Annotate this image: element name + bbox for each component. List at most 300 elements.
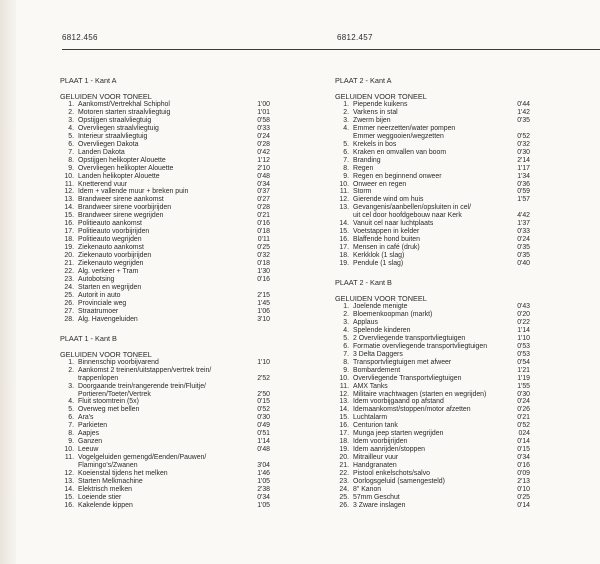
track-duration: 0'25 bbox=[517, 493, 530, 501]
track-item bbox=[60, 406, 270, 414]
track-item bbox=[335, 157, 530, 165]
track-title: Oorlogsgeluid (samengesteld) bbox=[353, 477, 445, 485]
track-number: 5. bbox=[343, 334, 349, 342]
sleeve-edge bbox=[0, 0, 16, 564]
track-title: Idem voorbijgaand op afstand bbox=[353, 398, 444, 406]
track-number: 5. bbox=[68, 406, 74, 414]
track-title: Mensen in café (druk) bbox=[353, 244, 420, 252]
track-title: Provinciale weg bbox=[78, 299, 127, 307]
track-duration: 0'42 bbox=[257, 148, 270, 156]
track-number: 8. bbox=[343, 164, 349, 172]
track-title: Idem + vallende muur + breken puin bbox=[78, 188, 189, 196]
track-duration: 0'11 bbox=[257, 236, 270, 244]
track-duration: 024 bbox=[518, 430, 530, 438]
track-duration: 0'24 bbox=[257, 132, 270, 140]
track-number: 7. bbox=[343, 156, 349, 164]
track-item bbox=[335, 391, 530, 399]
track-duration: 1'37 bbox=[517, 220, 530, 228]
track-item bbox=[60, 181, 270, 189]
track-number: 17. bbox=[339, 244, 349, 252]
track-title: Applaus bbox=[353, 318, 378, 326]
track-item bbox=[60, 430, 270, 438]
track-title: Regen bbox=[353, 164, 374, 172]
track-title: Koeienstal tijdens het melken bbox=[78, 470, 168, 478]
track-item bbox=[60, 165, 270, 173]
track-item bbox=[60, 422, 270, 430]
track-number: 2. bbox=[68, 108, 74, 116]
track-item bbox=[335, 196, 530, 204]
track-number: 9. bbox=[68, 438, 74, 446]
track-number: 1. bbox=[343, 101, 349, 108]
track-number: 25. bbox=[64, 291, 74, 299]
track-number: 15. bbox=[339, 228, 349, 236]
track-number: 15. bbox=[64, 493, 74, 501]
track-item bbox=[60, 454, 270, 470]
side-plaat2-kant-b bbox=[335, 278, 530, 510]
track-number: 12. bbox=[339, 196, 349, 204]
track-number: 20. bbox=[339, 454, 349, 462]
track-item bbox=[335, 398, 530, 406]
track-title: 57mm Geschut bbox=[353, 493, 400, 501]
track-duration: 1'06 bbox=[257, 307, 270, 315]
track-title: Onweer en regen bbox=[353, 180, 407, 188]
track-number: 21. bbox=[64, 260, 74, 268]
track-item bbox=[60, 494, 270, 502]
track-number: 17. bbox=[339, 430, 349, 438]
track-title: Branding bbox=[353, 156, 381, 164]
track-title: Piepende kuikens bbox=[353, 101, 408, 108]
track-title: Interieur straalvliegtuig bbox=[78, 132, 148, 140]
track-title: Straatrumoer bbox=[78, 307, 119, 315]
track-duration: 0'21 bbox=[517, 414, 530, 422]
track-duration: 0'53 bbox=[517, 350, 530, 358]
track-duration: 0'52 bbox=[257, 406, 270, 414]
track-number: 6. bbox=[343, 342, 349, 350]
track-duration: 0'16 bbox=[257, 275, 270, 283]
track-title: Spelende kinderen bbox=[353, 326, 411, 334]
track-item bbox=[335, 430, 530, 438]
track-item bbox=[335, 438, 530, 446]
track-title: AMX Tanks bbox=[353, 382, 388, 390]
track-number: 17. bbox=[64, 228, 74, 236]
track-duration: 0'35 bbox=[517, 244, 530, 252]
track-title: Alg. Havengeluiden bbox=[78, 315, 138, 323]
track-item bbox=[60, 149, 270, 157]
track-title: Overvliegende Transportvliegtuigen bbox=[353, 374, 462, 382]
track-duration: 0'51 bbox=[257, 430, 270, 438]
track-item bbox=[60, 367, 270, 383]
track-duration: 0'26 bbox=[517, 406, 530, 414]
track-duration: 0'48 bbox=[257, 446, 270, 454]
track-number: 15. bbox=[339, 414, 349, 422]
track-title: 3 Zware inslagen bbox=[353, 501, 406, 509]
track-title: 3 Delta Daggers bbox=[353, 350, 403, 358]
track-item bbox=[335, 220, 530, 228]
track-title: Brandweer sirene voorbijrijden bbox=[78, 204, 172, 212]
track-duration: 0'24 bbox=[517, 398, 530, 406]
track-item bbox=[335, 406, 530, 414]
track-item bbox=[60, 101, 270, 109]
category-heading: GELUIDEN VOOR TONEEL bbox=[60, 349, 152, 359]
track-item bbox=[60, 470, 270, 478]
track-item bbox=[335, 335, 530, 343]
track-title: Voetstappen in kelder bbox=[353, 228, 420, 236]
track-item bbox=[335, 359, 530, 367]
track-title: Starten en wegrijden bbox=[78, 283, 142, 291]
track-duration: 0'30 bbox=[517, 148, 530, 156]
track-duration: 0'22 bbox=[517, 318, 530, 326]
track-number: 11. bbox=[64, 454, 74, 462]
track-item bbox=[335, 367, 530, 375]
track-title-continued: Flamingo's/Zwanen bbox=[78, 462, 138, 470]
track-item bbox=[60, 244, 270, 252]
track-item bbox=[335, 141, 530, 149]
track-item bbox=[335, 109, 530, 117]
side-title: PLAAT 2 - Kant A bbox=[335, 76, 392, 85]
track-duration: 2'14 bbox=[517, 156, 530, 164]
track-number: 18. bbox=[64, 236, 74, 244]
track-title: Pistool enkelschots/salvo bbox=[353, 470, 430, 478]
track-number: 9. bbox=[343, 172, 349, 180]
track-number: 10. bbox=[339, 374, 349, 382]
track-number: 8. bbox=[68, 430, 74, 438]
track-title: Aapjes bbox=[78, 430, 100, 438]
track-number: 10. bbox=[339, 180, 349, 188]
side-plaat1-kant-a bbox=[60, 76, 270, 324]
track-item bbox=[60, 359, 270, 367]
track-number: 12. bbox=[64, 470, 74, 478]
track-item bbox=[60, 292, 270, 300]
track-title: Autorit in auto bbox=[78, 291, 121, 299]
track-title: Ziekenauto voorbijrijden bbox=[78, 252, 152, 260]
track-item bbox=[60, 284, 270, 292]
track-duration: 0'35 bbox=[517, 252, 530, 260]
track-duration: 0'15 bbox=[257, 398, 270, 406]
track-number: 15. bbox=[64, 212, 74, 220]
track-title-continued: trappenlopen bbox=[78, 374, 119, 382]
track-item bbox=[60, 133, 270, 141]
track-item bbox=[60, 478, 270, 486]
track-item bbox=[60, 260, 270, 268]
track-number: 24. bbox=[64, 283, 74, 291]
track-duration: 0'36 bbox=[517, 180, 530, 188]
track-title: Leeuw bbox=[78, 446, 99, 454]
track-title: Brandweer sirene aankomst bbox=[78, 196, 164, 204]
track-number: 9. bbox=[68, 164, 74, 172]
track-duration: 1'46 bbox=[257, 470, 270, 478]
track-item bbox=[335, 327, 530, 335]
track-item bbox=[335, 375, 530, 383]
header-rule bbox=[62, 49, 600, 50]
track-title: Elektrisch melken bbox=[78, 485, 132, 493]
track-number: 2. bbox=[343, 310, 349, 318]
track-duration: 0'40 bbox=[517, 260, 530, 268]
track-number: 4. bbox=[343, 124, 349, 132]
catalog-number-right: 6812.457 bbox=[337, 33, 373, 42]
track-duration: 4'42 bbox=[517, 212, 530, 220]
track-item bbox=[60, 212, 270, 220]
track-number: 16. bbox=[339, 236, 349, 244]
catalog-number-left: 6812.456 bbox=[62, 33, 98, 42]
track-item bbox=[335, 311, 530, 319]
track-title: Militaire vrachtwagen (starten en wegrijden) bbox=[353, 390, 487, 398]
track-duration: 0'54 bbox=[517, 358, 530, 366]
track-title: Vanuit cel naar luchtplaats bbox=[353, 220, 434, 228]
track-item bbox=[335, 149, 530, 157]
track-list bbox=[335, 101, 530, 268]
track-title: Ziekenauto wegrijden bbox=[78, 260, 144, 268]
track-item bbox=[60, 300, 270, 308]
track-duration: 1'45 bbox=[257, 299, 270, 307]
track-number: 11. bbox=[64, 180, 74, 188]
track-duration: 0'37 bbox=[257, 188, 270, 196]
track-item bbox=[335, 252, 530, 260]
track-title: Idem voorbijrijden bbox=[353, 438, 408, 446]
track-number: 14. bbox=[339, 220, 349, 228]
track-item bbox=[60, 188, 270, 196]
track-title: Varkens in stal bbox=[353, 108, 398, 116]
track-duration: 0'30 bbox=[257, 414, 270, 422]
track-list bbox=[60, 359, 270, 510]
track-number: 8. bbox=[343, 358, 349, 366]
track-duration: 1'42 bbox=[517, 108, 530, 116]
track-title: Politieauto aankomst bbox=[78, 220, 142, 228]
track-number: 26. bbox=[339, 501, 349, 509]
track-title-continued: Emmer weggooien/wegzetten bbox=[353, 132, 444, 140]
track-title: Landen Dakota bbox=[78, 148, 125, 156]
track-title: Idem aanrijden/stoppen bbox=[353, 446, 426, 454]
track-duration: 0'16 bbox=[257, 220, 270, 228]
track-number: 19. bbox=[339, 446, 349, 454]
track-item bbox=[335, 188, 530, 196]
track-duration: 1'17 bbox=[517, 164, 530, 172]
category-heading: GELUIDEN VOOR TONEEL bbox=[335, 92, 427, 101]
track-item bbox=[60, 157, 270, 165]
track-duration: 1'10 bbox=[257, 358, 270, 366]
track-title: Bombardement bbox=[353, 366, 401, 374]
track-number: 13. bbox=[339, 398, 349, 406]
track-item bbox=[335, 422, 530, 430]
track-item bbox=[60, 398, 270, 406]
track-item bbox=[335, 303, 530, 311]
track-duration: 0'33 bbox=[257, 124, 270, 132]
track-number: 5. bbox=[343, 140, 349, 148]
track-item bbox=[335, 383, 530, 391]
track-number: 3. bbox=[68, 382, 74, 390]
track-number: 3. bbox=[68, 116, 74, 124]
track-number: 14. bbox=[339, 406, 349, 414]
track-title: Kakelende kippen bbox=[78, 501, 133, 509]
track-duration: 0'52 bbox=[517, 132, 530, 140]
track-number: 24. bbox=[339, 485, 349, 493]
track-duration: 2'38 bbox=[257, 485, 270, 493]
track-item bbox=[335, 351, 530, 359]
track-item bbox=[60, 109, 270, 117]
track-duration: 1'05 bbox=[257, 501, 270, 509]
track-number: 6. bbox=[343, 148, 349, 156]
track-item bbox=[60, 204, 270, 212]
track-number: 1. bbox=[343, 303, 349, 311]
track-duration: 0'25 bbox=[257, 244, 270, 252]
track-title: Ara's bbox=[78, 414, 94, 422]
track-number: 12. bbox=[339, 390, 349, 398]
track-title: Autobotsing bbox=[78, 275, 115, 283]
track-number: 10. bbox=[64, 446, 74, 454]
track-number: 16. bbox=[64, 220, 74, 228]
track-item bbox=[335, 470, 530, 478]
track-title: Ganzen bbox=[78, 438, 103, 446]
track-item bbox=[60, 383, 270, 399]
track-title: 8" Kanon bbox=[353, 485, 382, 493]
track-title: Joelende menigte bbox=[353, 303, 408, 311]
track-title: Handgranaten bbox=[353, 462, 397, 470]
track-item bbox=[335, 101, 530, 109]
track-item bbox=[60, 220, 270, 228]
track-duration: 1'55 bbox=[517, 382, 530, 390]
track-duration: 0'14 bbox=[517, 501, 530, 509]
track-number: 26. bbox=[64, 299, 74, 307]
track-item bbox=[60, 446, 270, 454]
side-plaat1-kant-b bbox=[60, 334, 270, 510]
track-duration: 2'13 bbox=[517, 477, 530, 485]
track-number: 27. bbox=[64, 307, 74, 315]
track-number: 14. bbox=[64, 485, 74, 493]
track-number: 19. bbox=[339, 260, 349, 268]
track-number: 28. bbox=[64, 315, 74, 323]
track-duration: 0'34 bbox=[257, 493, 270, 501]
track-duration: 0'44 bbox=[517, 101, 530, 108]
track-duration: 1'21 bbox=[517, 366, 530, 374]
track-title: Opstijgen helikopter Alouette bbox=[78, 156, 166, 164]
track-item bbox=[60, 252, 270, 260]
track-number: 1. bbox=[68, 101, 74, 108]
track-title: Landen helikopter Alouette bbox=[78, 172, 160, 180]
track-number: 7. bbox=[68, 148, 74, 156]
track-duration: 3'04 bbox=[257, 462, 270, 470]
track-item bbox=[335, 502, 530, 510]
track-duration: 0'33 bbox=[517, 228, 530, 236]
track-item bbox=[335, 125, 530, 141]
track-number: 13. bbox=[64, 196, 74, 204]
track-item bbox=[60, 308, 270, 316]
track-title-continued: Portieren/Toeter/Vertrek bbox=[78, 390, 151, 398]
track-title: Luchtalarm bbox=[353, 414, 388, 422]
track-title: Idemaankomst/stoppen/motor afzetten bbox=[353, 406, 471, 414]
track-number: 9. bbox=[343, 366, 349, 374]
track-item bbox=[60, 502, 270, 510]
track-item bbox=[335, 494, 530, 502]
track-item bbox=[60, 486, 270, 494]
side-title: PLAAT 2 - Kant B bbox=[335, 278, 392, 288]
track-number: 10. bbox=[64, 172, 74, 180]
track-title: Kraken en omvallen van boom bbox=[353, 148, 447, 156]
track-duration: 0'14 bbox=[517, 438, 530, 446]
track-duration: 1'10 bbox=[517, 334, 530, 342]
track-number: 23. bbox=[64, 275, 74, 283]
track-item bbox=[60, 414, 270, 422]
track-item bbox=[335, 236, 530, 244]
track-title: Kerkklok (1 slag) bbox=[353, 252, 405, 260]
track-duration: 2'15 bbox=[257, 291, 270, 299]
track-title: Politieauto wegrijden bbox=[78, 236, 142, 244]
track-title: Transportvliegtuigen met afweer bbox=[353, 358, 452, 366]
track-number: 4. bbox=[68, 398, 74, 406]
track-title: Binnenschip voorbijvarend bbox=[78, 358, 159, 366]
track-number: 11. bbox=[339, 188, 349, 196]
track-item bbox=[60, 228, 270, 236]
track-duration: 0'52 bbox=[517, 422, 530, 430]
track-duration: 0'10 bbox=[517, 485, 530, 493]
track-duration: 0'28 bbox=[257, 204, 270, 212]
track-title: Brandweer sirene wegrijden bbox=[78, 212, 164, 220]
track-number: 23. bbox=[339, 477, 349, 485]
track-duration: 0'43 bbox=[517, 303, 530, 311]
column-left bbox=[60, 76, 270, 510]
track-number: 3. bbox=[343, 116, 349, 124]
track-title: Fluit stoomtrein (5x) bbox=[78, 398, 139, 406]
track-item bbox=[335, 165, 530, 173]
track-item bbox=[60, 276, 270, 284]
track-duration: 0'34 bbox=[517, 454, 530, 462]
column-right bbox=[335, 76, 530, 510]
track-title: 2 Overvliegende transportvliegtuigen bbox=[353, 334, 466, 342]
track-number: 4. bbox=[343, 326, 349, 334]
track-item bbox=[60, 196, 270, 204]
track-duration: 1'14 bbox=[517, 326, 530, 334]
track-item bbox=[335, 204, 530, 220]
track-item bbox=[60, 236, 270, 244]
track-title: Doorgaande trein/rangerende trein/Fluitje/ bbox=[78, 382, 206, 390]
track-item bbox=[60, 125, 270, 133]
track-duration: 1'19 bbox=[517, 374, 530, 382]
track-title: Ziekenauto aankomst bbox=[78, 244, 144, 252]
track-duration: 0'58 bbox=[257, 116, 270, 124]
track-item bbox=[60, 268, 270, 276]
track-title: Pendule (1 slag) bbox=[353, 260, 404, 268]
track-title: Emmer neerzetten/water pompen bbox=[353, 124, 456, 132]
track-item bbox=[60, 438, 270, 446]
track-duration: 0'18 bbox=[257, 260, 270, 268]
track-title: Politieauto voorbijrijden bbox=[78, 228, 150, 236]
side-title: PLAAT 1 - Kant A bbox=[60, 76, 117, 85]
track-number: 2. bbox=[68, 366, 74, 374]
track-duration: 1'05 bbox=[257, 477, 270, 485]
track-number: 6. bbox=[68, 414, 74, 422]
track-item bbox=[335, 343, 530, 351]
track-item bbox=[335, 478, 530, 486]
track-list bbox=[60, 101, 270, 324]
track-title: Aankomst 2 treinen/uitstappen/vertrek trein/ bbox=[78, 366, 212, 374]
track-duration: 0'21 bbox=[257, 212, 270, 220]
track-duration: 1'00 bbox=[257, 101, 270, 108]
track-number: 4. bbox=[68, 124, 74, 132]
track-number: 7. bbox=[68, 422, 74, 430]
track-duration: 0'18 bbox=[257, 228, 270, 236]
track-title: Overweg met bellen bbox=[78, 406, 140, 414]
track-title: Vogelgeluiden gemengd/Eenden/Pauwen/ bbox=[78, 454, 207, 462]
track-number: 3. bbox=[343, 318, 349, 326]
track-item bbox=[335, 319, 530, 327]
track-duration: 2'52 bbox=[257, 374, 270, 382]
track-title: Mitrailleur vuur bbox=[353, 454, 399, 462]
track-duration: 2'10 bbox=[257, 164, 270, 172]
track-duration: 0'59 bbox=[517, 188, 530, 196]
track-number: 21. bbox=[339, 462, 349, 470]
track-number: 8. bbox=[68, 156, 74, 164]
track-number: 13. bbox=[339, 204, 349, 212]
track-number: 5. bbox=[68, 132, 74, 140]
track-title-continued: uit cel door hoofdgebouw naar Kerk bbox=[353, 212, 462, 220]
